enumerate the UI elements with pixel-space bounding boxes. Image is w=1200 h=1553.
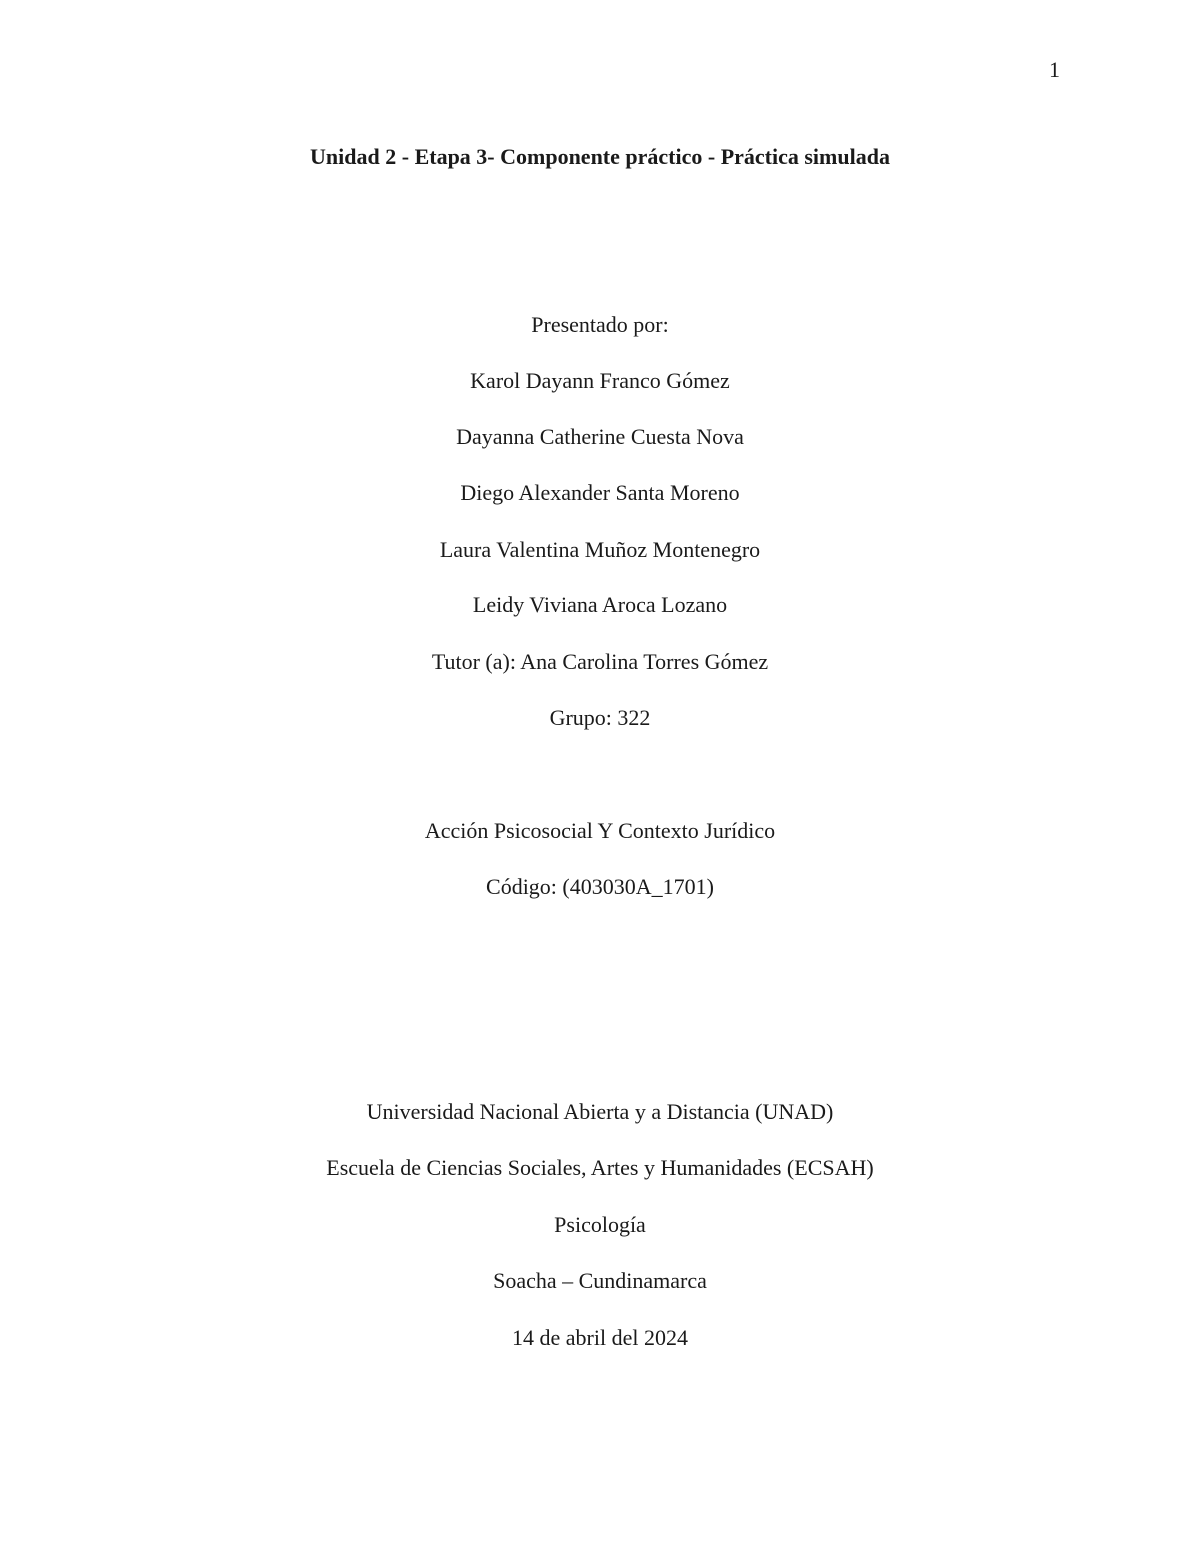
date-line: 14 de abril del 2024 xyxy=(512,1325,688,1350)
author-name: Diego Alexander Santa Moreno xyxy=(460,480,740,505)
author-name: Karol Dayann Franco Gómez xyxy=(470,368,730,393)
author-name: Leidy Viviana Aroca Lozano xyxy=(472,592,728,617)
author-name: Dayanna Catherine Cuesta Nova xyxy=(456,424,744,449)
tutor-line: Tutor (a): Ana Carolina Torres Gómez xyxy=(431,649,769,674)
university-name: Universidad Nacional Abierta y a Distancia (UNAD) xyxy=(366,1099,834,1124)
page-number: 1 xyxy=(1049,57,1060,82)
school-name: Escuela de Ciencias Sociales, Artes y Humanidades (ECSAH) xyxy=(326,1155,874,1180)
location-line: Soacha – Cundinamarca xyxy=(493,1268,707,1293)
program-name: Psicología xyxy=(554,1212,646,1237)
course-code: Código: (403030A_1701) xyxy=(486,874,714,899)
group-line: Grupo: 322 xyxy=(549,705,651,730)
course-name: Acción Psicosocial Y Contexto Jurídico xyxy=(424,818,776,843)
document-title: Unidad 2 - Etapa 3- Componente práctico - Práctica simulada xyxy=(310,144,890,169)
presented-by-label: Presentado por: xyxy=(531,312,669,337)
author-name: Laura Valentina Muñoz Montenegro xyxy=(439,537,761,562)
